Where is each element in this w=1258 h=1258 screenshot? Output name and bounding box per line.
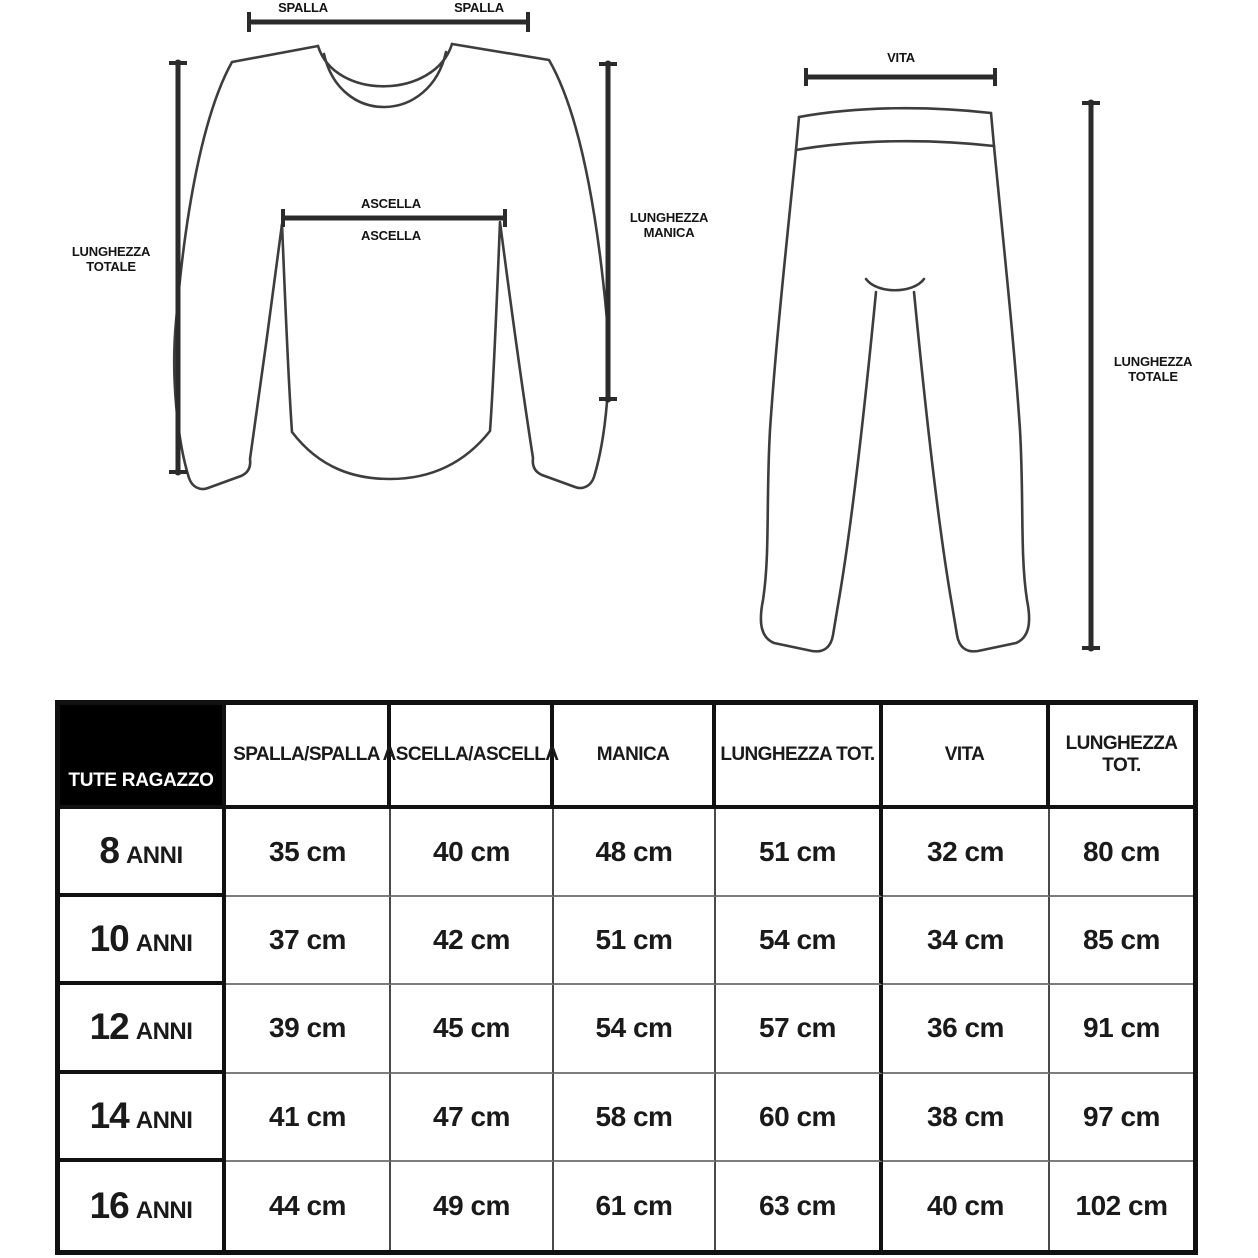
shirt-drawing [174, 44, 609, 489]
sleeve-length-label [630, 210, 708, 240]
cell-8anni-manica: 48 cm [554, 809, 716, 897]
armpit-label-bottom: ASCELLA [361, 228, 421, 243]
table-corner-header [60, 705, 226, 809]
dimension-arrows [169, 12, 1100, 652]
shirt-total-length-line2: TOTALE [86, 259, 136, 274]
age-label: 8 ANNI [99, 830, 183, 872]
cell-14anni-lungh-tot-pants: 97 cm [1050, 1074, 1193, 1162]
cell-10anni-lungh-tot-pants: 85 cm [1050, 897, 1193, 985]
age-label: 10 ANNI [89, 918, 193, 960]
waist-dimension-arrow [806, 68, 995, 86]
age-label: 12 ANNI [89, 1006, 193, 1048]
cell-10anni-manica: 51 cm [554, 897, 716, 985]
shirt-outline [174, 44, 609, 489]
pants-waistband-bottom [796, 141, 994, 150]
corner-label: TUTE RAGAZZO [68, 770, 214, 791]
cell-12anni-vita: 36 cm [883, 985, 1050, 1073]
col-header-manica: MANICA [554, 705, 716, 809]
row-header-14-anni [60, 1074, 226, 1162]
sleeve-length-line2: MANICA [643, 225, 695, 240]
cell-14anni-vita: 38 cm [883, 1074, 1050, 1162]
row-header-8-anni [60, 809, 226, 897]
pants-total-length-line2: TOTALE [1128, 369, 1178, 384]
cell-10anni-spalla: 37 cm [226, 897, 391, 985]
row-header-10-anni [60, 897, 226, 985]
age-label: 16 ANNI [89, 1184, 193, 1226]
cell-8anni-lungh-tot: 51 cm [716, 809, 883, 897]
pants-waistband-left-edge [796, 117, 799, 150]
cell-16anni-vita: 40 cm [883, 1162, 1050, 1250]
pants-total-length-arrow [1082, 100, 1100, 652]
size-table [55, 700, 1198, 1255]
pants-waistband-right-edge [991, 113, 994, 146]
waist-label: VITA [887, 50, 915, 65]
cell-16anni-ascella: 49 cm [391, 1162, 554, 1250]
sleeve-length-arrow [599, 61, 617, 403]
pants-right-leg [914, 146, 1029, 651]
cell-8anni-ascella: 40 cm [391, 809, 554, 897]
cell-12anni-ascella: 45 cm [391, 985, 554, 1073]
cell-12anni-spalla: 39 cm [226, 985, 391, 1073]
shoulder-label-right: SPALLA [454, 0, 504, 15]
pants-waistband-top [799, 108, 991, 117]
shirt-total-length-arrow [169, 60, 187, 476]
pants-left-leg [761, 150, 876, 651]
shoulder-label-left: SPALLA [278, 0, 328, 15]
age-label: 14 ANNI [89, 1094, 193, 1136]
cell-16anni-lungh-tot: 63 cm [716, 1162, 883, 1250]
shoulder-dimension-arrow [249, 12, 528, 32]
row-header-16-anni [60, 1162, 226, 1250]
col-header-lunghezza-tot-shirt: LUNGHEZZA TOT. [716, 705, 883, 809]
col-header-vita: VITA [883, 705, 1050, 809]
cell-16anni-spalla: 44 cm [226, 1162, 391, 1250]
shirt-collar-inner [324, 52, 446, 107]
sleeve-length-line1: LUNGHEZZA [629, 210, 709, 225]
col-header-spalla-spalla: SPALLA/SPALLA [226, 705, 391, 809]
cell-14anni-manica: 58 cm [554, 1074, 716, 1162]
cell-16anni-lungh-tot-pants: 102 cm [1075, 1189, 1168, 1221]
shirt-neckline-outer [318, 44, 452, 86]
shirt-total-length-label [72, 244, 150, 274]
armpit-dimension-arrow [283, 209, 505, 227]
cell-8anni-lungh-tot-pants: 80 cm [1050, 809, 1193, 897]
armpit-label-top: ASCELLA [361, 196, 421, 211]
shirt-total-length-line1: LUNGHEZZA [71, 244, 151, 259]
pants-total-length-line1: LUNGHEZZA [1113, 354, 1193, 369]
row-header-12-anni [60, 985, 226, 1073]
cell-14anni-ascella: 47 cm [391, 1074, 554, 1162]
cell-12anni-lungh-tot: 57 cm [716, 985, 883, 1073]
cell-8anni-vita: 32 cm [883, 809, 1050, 897]
cell-12anni-lungh-tot-pants: 91 cm [1050, 985, 1193, 1073]
col-header-lunghezza-tot-pants: LUNGHEZZA TOT. [1050, 705, 1193, 809]
cell-14anni-lungh-tot: 60 cm [716, 1074, 883, 1162]
col-header-ascella-ascella: ASCELLA/ASCELLA [391, 705, 554, 809]
cell-10anni-vita: 34 cm [883, 897, 1050, 985]
pants-crotch-curve [866, 279, 924, 290]
cell-8anni-spalla: 35 cm [226, 809, 391, 897]
cell-10anni-lungh-tot: 54 cm [716, 897, 883, 985]
cell-16anni-manica: 61 cm [554, 1162, 716, 1250]
cell-10anni-ascella: 42 cm [391, 897, 554, 985]
pants-total-length-label [1114, 354, 1192, 384]
cell-12anni-manica: 54 cm [554, 985, 716, 1073]
cell-14anni-spalla: 41 cm [226, 1074, 391, 1162]
pants-drawing [761, 108, 1029, 651]
